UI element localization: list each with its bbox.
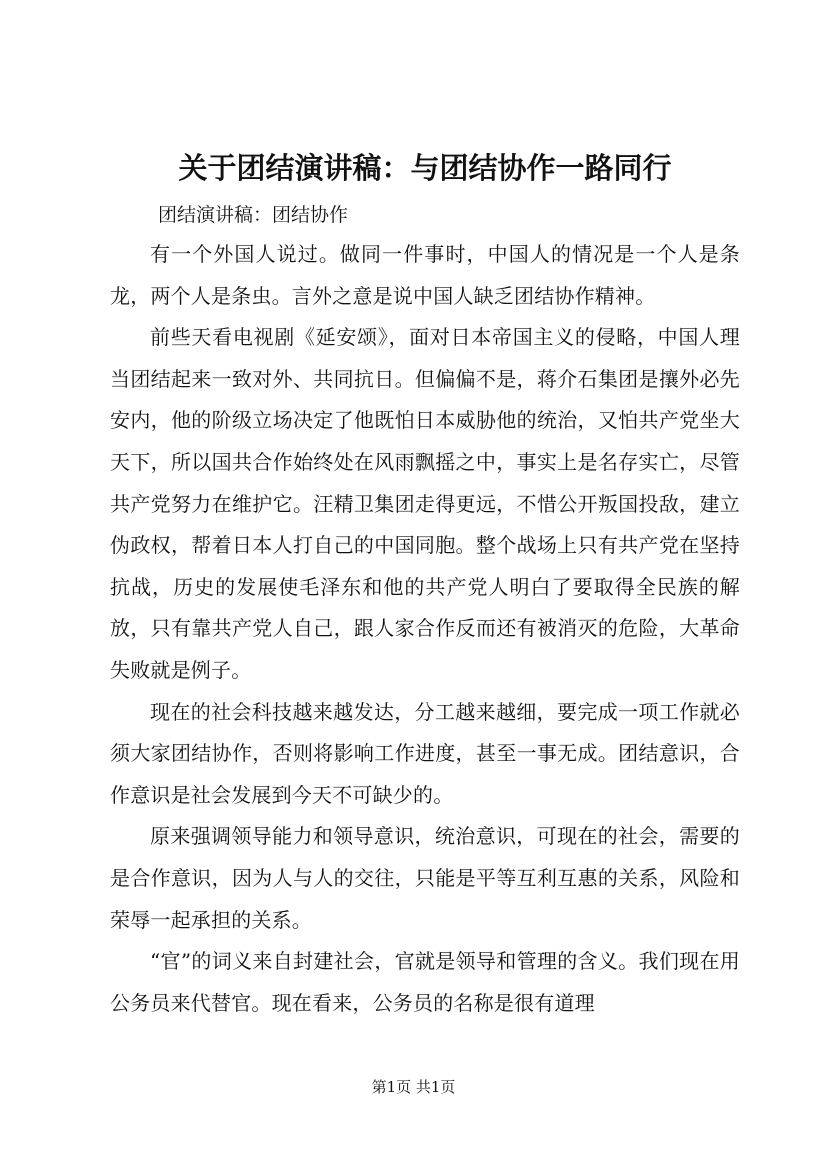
paragraph-3: 现在的社会科技越来越发达，分工越来越细，要完成一项工作就必须大家团结协作，否则将影响工作进度，甚至一事无成。团结意识，合作意识是社会发展到今天不可缺少的。 — [110, 699, 740, 807]
paragraph-2: 前些天看电视剧《延安颂》，面对日本帝国主义的侵略，中国人理当团结起来一致对外、共同抗日。但偏偏不是，蒋介石集团是攘外必先安内，他的阶级立场决定了他既怕日本威胁他的统治，又怕共产党坐大天下，所以国共合作始终处在风雨飘摇之中，事实上是名存实亡，尽管共产党努力在维护它。汪精卫集团走得更远，不惜公开叛国投敌，建立伪政权，帮着日本人打自己的中国同胞。整个战场上只有共产党在坚持抗战，历史的发展使毛泽东和他的共产党人明白了要取得全民族的解放，只有靠共产党人自己，跟人家合作反而还有被消灭的危险，大革命失败就是例子。 — [110, 325, 740, 682]
document-body — [110, 234, 740, 1024]
page-footer: 第1页 共1页 — [371, 1078, 456, 1096]
paragraph-1: 有一个外国人说过。做同一件事时，中国人的情况是一个人是条龙，两个人是条虫。言外之意是说中国人缺乏团结协作精神。 — [110, 242, 740, 308]
paragraph-5: “官”的词义来自封建社会，官就是领导和管理的含义。我们现在用公务员来代替官。现在看来，公务员的名称是很有道理 — [110, 949, 740, 1015]
document-title: 关于团结演讲稿：与团结协作一路同行 — [178, 151, 672, 185]
paragraph-4: 原来强调领导能力和领导意识，统治意识，可现在的社会，需要的是合作意识，因为人与人的交往，只能是平等互利互惠的关系，风险和荣辱一起承担的关系。 — [110, 824, 740, 932]
document-subtitle: 团结演讲稿：团结协作 — [158, 204, 349, 226]
